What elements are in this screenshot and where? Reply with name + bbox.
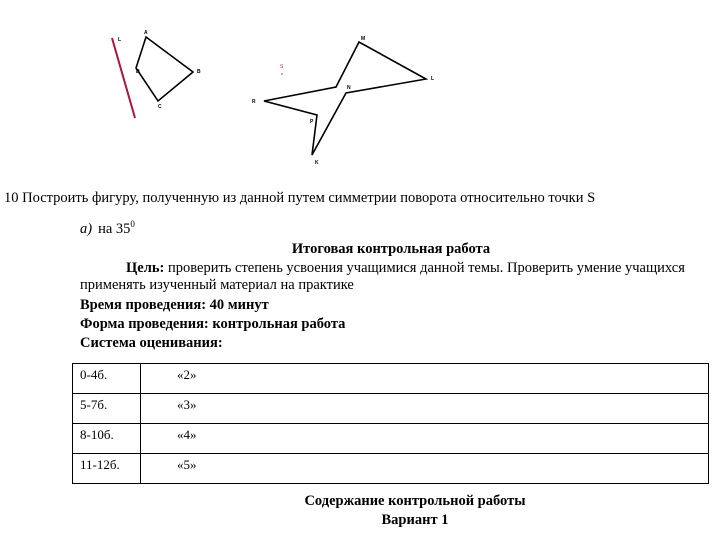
subtask-text: на 35 bbox=[98, 220, 131, 237]
label-l: L bbox=[431, 76, 435, 82]
mark-cell: «3» bbox=[141, 394, 709, 424]
mark-cell: «2» bbox=[141, 364, 709, 394]
label-a: A bbox=[144, 30, 148, 36]
page-title: Итоговая контрольная работа bbox=[291, 241, 491, 257]
mark-cell: «5» bbox=[141, 454, 709, 484]
subtask-a bbox=[80, 219, 135, 238]
score-cell: 5-7б. bbox=[73, 394, 141, 424]
info-time: Время проведения: 40 минут bbox=[80, 297, 269, 313]
label-line-l: L bbox=[118, 37, 122, 43]
content-title: Содержание контрольной работы bbox=[304, 493, 526, 509]
table-row bbox=[73, 364, 709, 394]
score-cell: 8-10б. bbox=[73, 424, 141, 454]
label-m: M bbox=[361, 36, 366, 42]
info-form: Форма проведения: контрольная работа bbox=[80, 316, 346, 332]
symmetry-line bbox=[112, 38, 135, 118]
subtask-degree: 0 bbox=[130, 219, 135, 229]
point-s bbox=[281, 73, 283, 75]
label-n: N bbox=[347, 85, 351, 91]
label-b: B bbox=[197, 69, 201, 75]
table-row bbox=[73, 394, 709, 424]
label-p: P bbox=[310, 119, 314, 125]
task-10: 10 Построить фигуру, полученную из данной путем симметрии поворота относительно точки S bbox=[4, 190, 596, 206]
geometry-figures bbox=[0, 0, 722, 185]
score-cell: 0-4б. bbox=[73, 364, 141, 394]
label-k: K bbox=[315, 160, 319, 166]
quadrilateral-abcd bbox=[136, 37, 193, 101]
info-grading: Система оценивания: bbox=[80, 335, 223, 351]
table-row bbox=[73, 454, 709, 484]
label-r: R bbox=[252, 99, 256, 105]
variant-title: Вариант 1 bbox=[381, 512, 449, 528]
score-cell: 11-12б. bbox=[73, 454, 141, 484]
grading-table bbox=[72, 363, 709, 484]
table-row bbox=[73, 424, 709, 454]
mark-cell: «4» bbox=[141, 424, 709, 454]
goal-paragraph bbox=[80, 260, 690, 294]
subtask-letter: а) bbox=[80, 220, 93, 237]
polygon-mlnrpk bbox=[264, 42, 426, 155]
goal-text: проверить степень усвоения учащимися данной темы. Проверить умение учащихся применять изученный материал на практике bbox=[80, 260, 685, 293]
label-c: C bbox=[158, 104, 162, 110]
label-s: S bbox=[280, 64, 284, 70]
label-d: D bbox=[136, 69, 140, 75]
goal-label: Цель: bbox=[126, 260, 165, 276]
